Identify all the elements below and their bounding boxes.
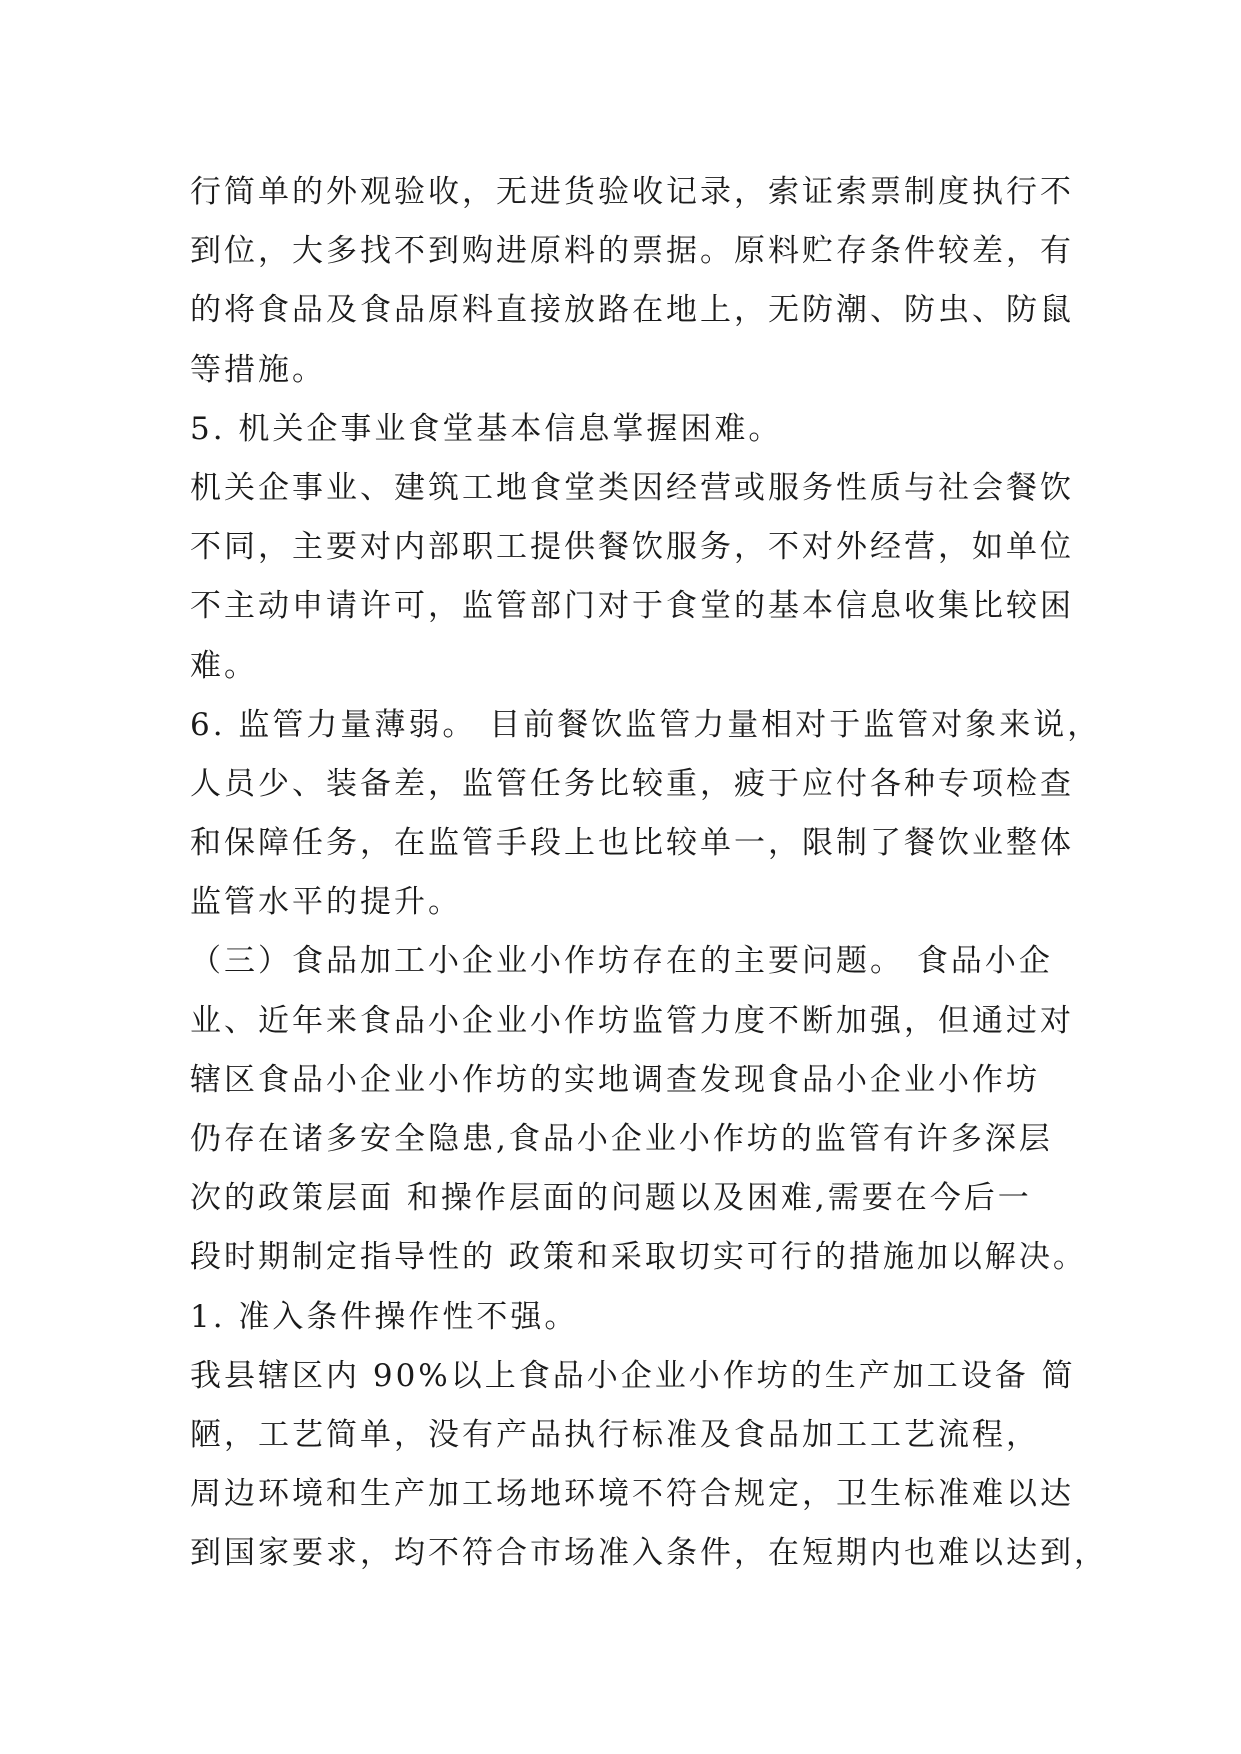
text-line: 不同，主要对内部职工提供餐饮服务，不对外经营，如单位 (190, 529, 1074, 566)
document-body (190, 163, 1108, 1584)
text-line: 机关企事业、建筑工地食堂类因经营或服务性质与社会餐饮 (190, 469, 1074, 506)
text-line: 仍存在诸多安全隐患,食品小企业小作坊的监管有许多深层 (190, 1121, 1053, 1157)
text-line: 到位，大多找不到购进原料的票据。原料贮存条件较差，有 (190, 233, 1074, 270)
text-line: 人员少、装备差，监管任务比较重，疲于应付各种专项检查 (190, 765, 1074, 802)
text-line: 和保障任务，在监管手段上也比较单一，限制了餐饮业整体 (190, 825, 1074, 862)
text-line: 行简单的外观验收，无进货验收记录，索证索票制度执行不 (190, 174, 1074, 210)
text-line: 业、近年来食品小企业小作坊监管力度不断加强，但通过对 (190, 1002, 1074, 1039)
text-line: 周边环境和生产加工场地环境不符合规定，卫生标准难以达 (190, 1476, 1074, 1513)
text-line: 的将食品及食品原料直接放路在地上，无防潮、防虫、防鼠 (190, 292, 1074, 329)
text-line: 辖区食品小企业小作坊的实地调查发现食品小企业小作坊 (190, 1061, 1040, 1098)
text-line: 我县辖区内 90%以上食品小企业小作坊的生产加工设备 简 (190, 1357, 1076, 1394)
text-line: 等措施。 (190, 351, 326, 388)
text-line: 到国家要求，均不符合市场准入条件，在短期内也难以达到， (190, 1535, 1108, 1572)
text-line: 监管水平的提升。 (190, 884, 462, 921)
text-line: 不主动申请许可，监管部门对于食堂的基本信息收集比较困 (190, 588, 1074, 625)
text-line: 难。 (190, 647, 258, 684)
text-line: 陋，工艺简单，没有产品执行标准及食品加工工艺流程， (190, 1416, 1040, 1453)
text-line: 段时期制定指导性的 政策和采取切实可行的措施加以解决。 (190, 1239, 1087, 1276)
text-line: 次的政策层面 和操作层面的问题以及困难,需要在今后一 (190, 1180, 1032, 1217)
section-heading-5: 5. 机关企事业食堂基本信息掌握困难。 (190, 410, 783, 447)
section-heading-1: 1. 准入条件操作性不强。 (190, 1298, 579, 1335)
section-heading-3: （三）食品加工小企业小作坊存在的主要问题。 食品小企 (190, 943, 1053, 980)
section-heading-6: 6. 监管力量薄弱。 目前餐饮监管力量相对于监管对象来说， (190, 706, 1102, 743)
